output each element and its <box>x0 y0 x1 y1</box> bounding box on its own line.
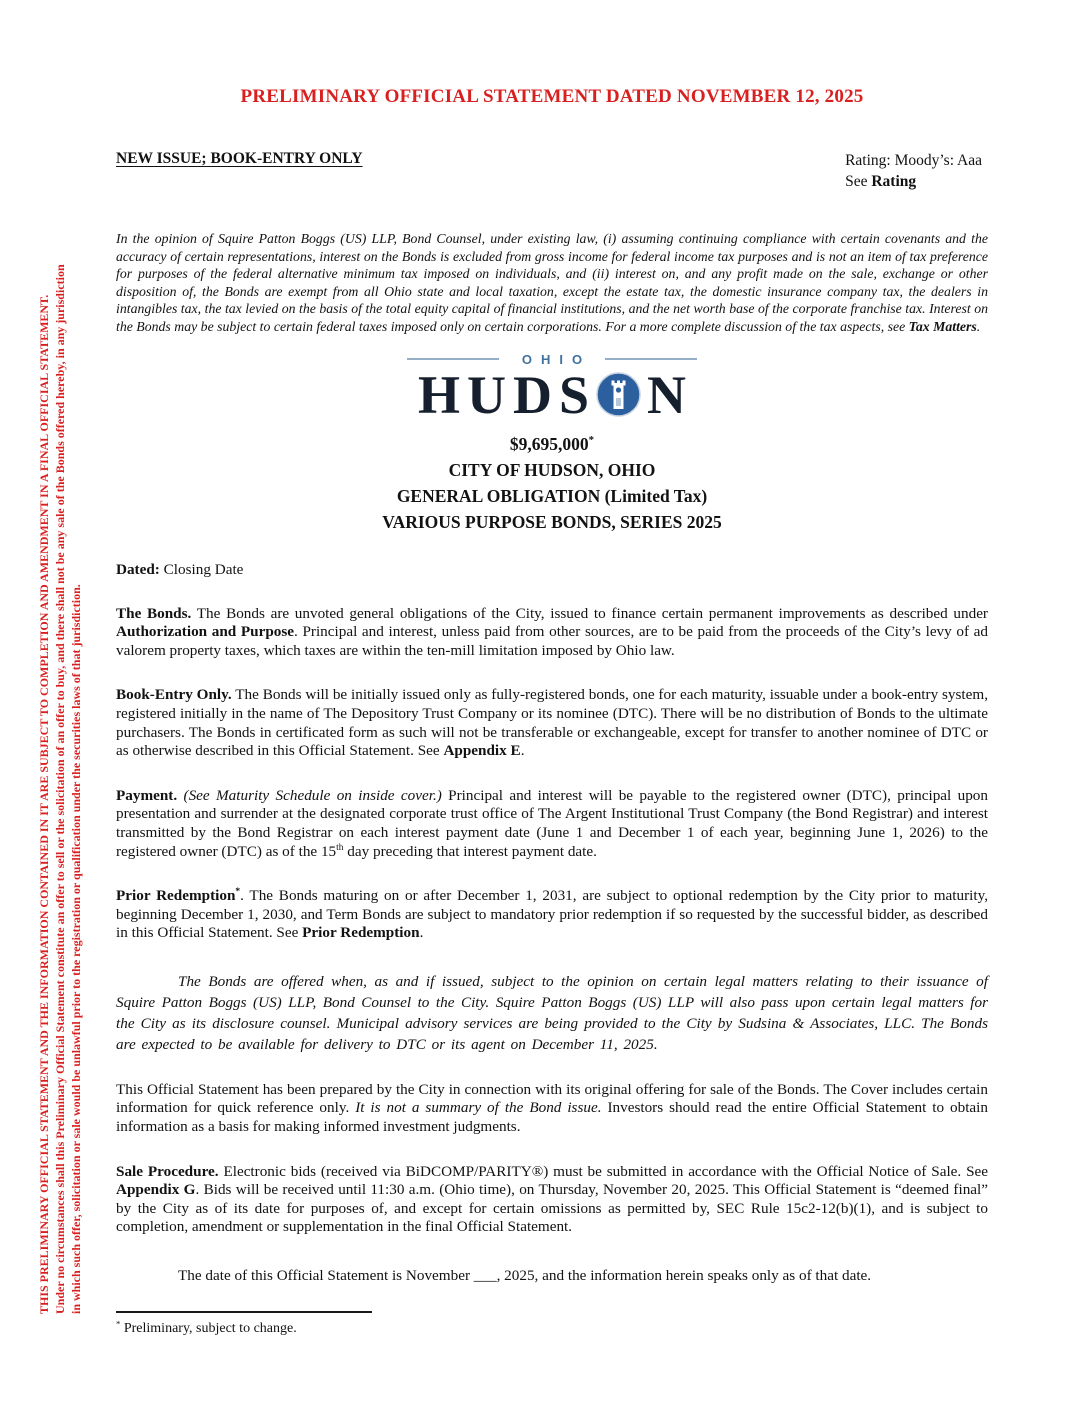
ohio-left-rule <box>407 358 499 360</box>
book-entry-lead: Book-Entry Only. <box>116 686 232 704</box>
disclaimer-line-1: THIS PRELIMINARY OFFICIAL STATEMENT AND THE INFORMATION CONTAINED IN IT ARE SUBJECT TO COMPLETION AND AMENDMENT IN A FINAL OFFICIAL STATEMENT. <box>37 294 51 1314</box>
not-summary-note: It is not a summary of the Bond issue. <box>355 1099 602 1117</box>
prior-redemption-paragraph <box>116 887 988 943</box>
the-bonds-lead: The Bonds. <box>116 604 192 622</box>
issuer-name: CITY OF HUDSON, OHIO <box>448 459 656 480</box>
footnote-asterisk: * <box>116 1318 121 1329</box>
obligation-type: GENERAL OBLIGATION (Limited Tax) <box>396 485 708 506</box>
payment-paragraph <box>116 787 988 861</box>
dated-value: Closing Date <box>159 560 244 578</box>
disclaimer-line-3: in which such offer, solicitation or sale would be unlawful prior to the registration or qualification under the securities laws of that jurisdiction. <box>69 584 83 1314</box>
payment-text-1: Principal and interest will be payable to the registered owner (DTC), principal upon presentation and surrender at the designated corporate trust office of The Argent Institutional Trust Company (the Bond Registrar) and interest transmitted by the Bond Registrar on each interest payment date (June 1 and December 1 of each year, beginning June 1, 2026) to the registered owner (DTC) as of the 15 <box>116 786 988 860</box>
book-entry-text-2: . <box>520 742 525 760</box>
appendix-g-reference: Appendix G <box>116 1181 196 1199</box>
hudson-city-logo <box>116 351 988 425</box>
prior-redemption-reference: Prior Redemption <box>302 924 420 942</box>
dated-label: Dated: <box>116 560 160 578</box>
prior-redemption-lead: Prior Redemption <box>116 887 236 905</box>
the-bonds-text-2: . Principal and interest, unless paid from other sources, are to be paid from the proceeds of the City’s levy of ad valorem property taxes, which taxes are within the ten-mill limitation imposed by Ohio law. <box>116 623 988 659</box>
hudson-letters-post: N <box>647 364 694 425</box>
bond-counsel-opinion-paragraph <box>116 230 988 336</box>
appendix-e-reference: Appendix E <box>443 742 521 760</box>
rating-bold-text: Rating <box>871 173 917 190</box>
vertical-red-disclaimer <box>36 142 84 1314</box>
book-entry-text-1: The Bonds will be initially issued only as fully-registered bonds, one for each maturity, issuable under a book-entry system, registered initially in the name of The Depository Trust Company or its nominee (DTC). There will be no distribution of Bonds to the ultimate purchasers. The Bonds in certificated form as such will not be transferable or exchangeable, except for transfer to another nominee of DTC or as otherwise described in this Official Statement. See <box>116 686 988 760</box>
issue-rating-row <box>116 150 988 192</box>
sale-text-2: . Bids will be received until 11:30 a.m. (Ohio time), on Thursday, November 20, 2025. This Official Statement is “deemed final” by the City as of its date for purposes of, and except for certain omissions as permitted by, SEC Rule 15c2-12(b)(1), and is subject to completion, amendment or supplementation in the final Official Statement. <box>116 1181 989 1236</box>
opinion-period: . <box>976 318 981 334</box>
ohio-label: OHIO <box>521 351 592 367</box>
payment-lead: Payment. <box>116 786 178 804</box>
the-bonds-text-1: The Bonds are unvoted general obligations of the City, issued to finance certain permanent improvements as described under <box>191 604 988 622</box>
dated-line <box>116 561 988 579</box>
page-title: PRELIMINARY OFFICIAL STATEMENT DATED NOVEMBER 12, 2025 <box>240 86 864 107</box>
redemption-text-1: . The Bonds maturing on or after December 1, 2031, are subject to optional redemption by the City prior to maturity, beginning December 1, 2030, and Term Bonds are subject to mandatory prior redemption if so requested by the successful bidder, as described in this Official Statement. See <box>116 887 988 942</box>
new-issue-label: NEW ISSUE; BOOK-ENTRY ONLY <box>116 150 363 167</box>
opinion-text: In the opinion of Squire Patton Boggs (US) LLP, Bond Counsel, under existing law, (i) assuming continuing compliance with certain covenants and the accuracy of certain representations, interest on the Bonds is excluded from gross income for federal income tax purposes and is not an item of tax preference for purposes of the federal alternative minimum tax imposed on individuals, and (ii) interest on, and any profit made on the sale, exchange or other disposition of, the Bonds are exempt from all Ohio state and local taxation, except the estate tax, the domestic insurance company tax, the dealers in intangibles tax, the tax levied on the basis of the total equity capital of financial institutions, and the net worth base of the corporate franchise tax. Interest on the Bonds may be subject to certain federal taxes imposed only on certain corporations. For a more complete discussion of the tax aspects, see <box>116 231 988 334</box>
footnote-text: Preliminary, subject to change. <box>120 1321 297 1337</box>
redemption-asterisk: * <box>235 887 241 898</box>
sale-procedure-paragraph <box>116 1163 988 1237</box>
ohio-right-rule <box>605 358 697 360</box>
prepared-text-2: Investors should read the entire Official Statement to obtain information as a basis for making informed investment judgments. <box>116 1099 988 1136</box>
par-amount <box>116 431 988 457</box>
amount-asterisk: * <box>588 433 595 446</box>
fifteenth-superscript: th <box>336 842 344 853</box>
tax-matters-reference: Tax Matters <box>908 318 977 334</box>
series-name: VARIOUS PURPOSE BONDS, SERIES 2025 <box>382 511 722 532</box>
redemption-text-2: . <box>419 924 424 942</box>
authorization-purpose-reference: Authorization and Purpose <box>116 623 295 641</box>
rating-block <box>845 150 982 192</box>
amount-text: $9,695,000 <box>509 433 589 454</box>
see-rating-line <box>845 171 982 192</box>
statement-date-line: The date of this Official Statement is November ___, 2025, and the information herein speaks only as of that date. <box>178 1267 872 1285</box>
sale-text-1: Electronic bids (received via BiDCOMP/PARITY®) must be submitted in accordance with the Official Notice of Sale. See <box>218 1162 989 1180</box>
sale-procedure-lead: Sale Procedure. <box>116 1162 219 1180</box>
payment-text-2: day preceding that interest payment date. <box>343 842 597 860</box>
see-text: See <box>845 173 872 190</box>
preliminary-footnote <box>116 1318 988 1337</box>
prepared-text-1: This Official Statement has been prepared by the City in connection with its original offering for sale of the Bonds. The Cover includes certain information for quick reference only. <box>116 1080 988 1117</box>
hudson-letters-pre: HUDS <box>417 364 597 425</box>
rating-line: Rating: Moody’s: Aaa <box>845 152 982 169</box>
hudson-wordmark <box>116 364 988 425</box>
the-bonds-paragraph <box>116 605 988 661</box>
clock-tower-seal-icon <box>596 372 641 417</box>
bonds-offered-paragraph: The Bonds are offered when, as and if issued, subject to the opinion on certain legal matters relating to their issuance of Squire Patton Boggs (US) LLP, Bond Counsel to the City. Squire Patton Boggs (US) LLP will also pass upon certain legal matters for the City as its disclosure counsel. Municipal advisory services are being provided to the City by Sudsina & Associates, LLC. The Bonds are expected to be available for delivery to DTC or its agent on December 11, 2025. <box>116 972 988 1053</box>
footnote-separator <box>116 1311 372 1313</box>
prepared-paragraph <box>116 1081 988 1137</box>
bond-issue-heading <box>116 431 988 535</box>
disclaimer-line-2: Under no circumstances shall this Preliminary Official Statement constitute an offer to sell or the solicitation of an offer to buy, and there shall not be any sale of the Bonds offered hereby, in any jurisdiction <box>53 264 67 1314</box>
document-body <box>116 0 988 1337</box>
book-entry-paragraph <box>116 686 988 760</box>
maturity-schedule-note: (See Maturity Schedule on inside cover.) <box>177 786 442 804</box>
